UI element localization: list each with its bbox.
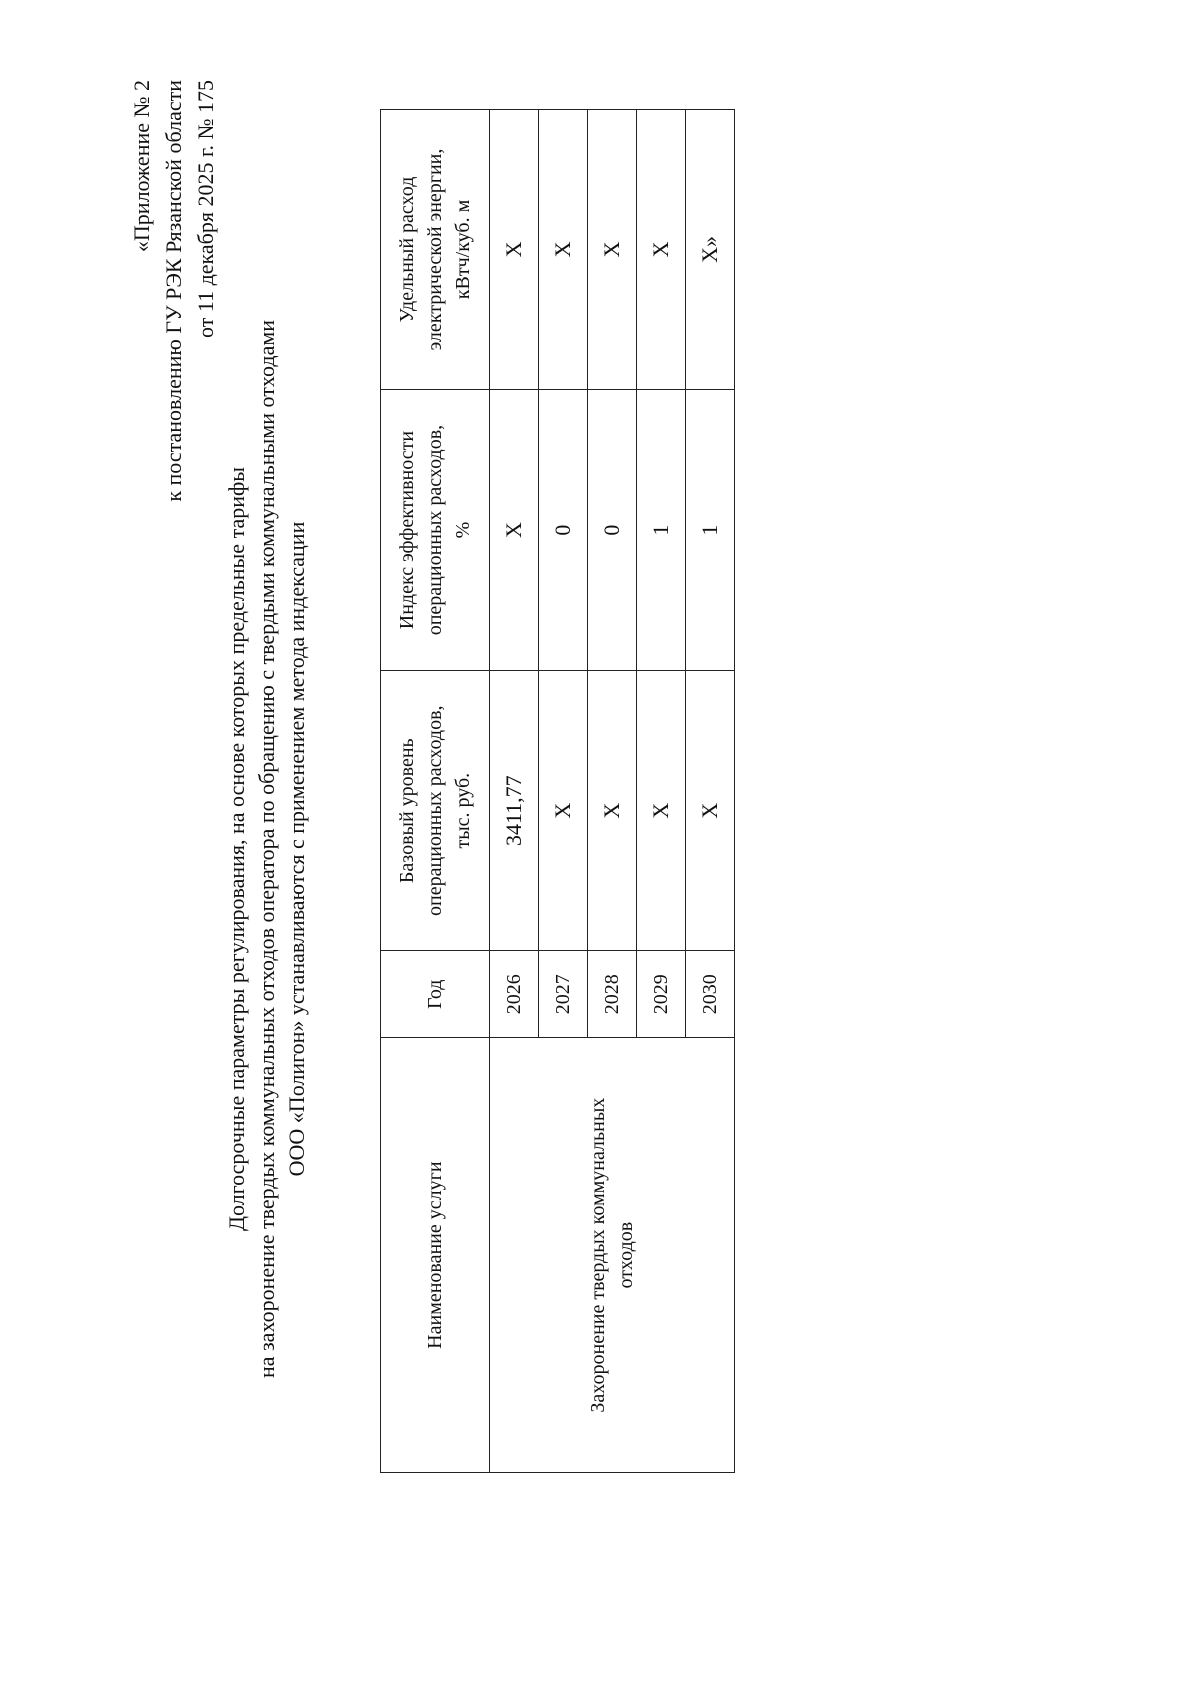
header-specific-line-2: электрической энергии, (424, 148, 446, 351)
year-cell: 2026 (490, 951, 539, 1038)
service-name-line-1: Захоронение твердых коммунальных (587, 1097, 609, 1413)
appendix-reference (126, 80, 222, 502)
base-level-cell: X (637, 671, 686, 951)
parameters-table (380, 109, 735, 1473)
efficiency-index-cell: X (490, 389, 539, 670)
heading-line-1: Долгосрочные параметры регулирования, на основе которых предельные тарифы (224, 466, 249, 1232)
table-row (490, 110, 539, 1473)
year-cell: 2030 (686, 951, 735, 1038)
service-name-line-2: отходов (615, 1221, 637, 1289)
base-level-cell: X (686, 671, 735, 951)
table-header-row (381, 110, 490, 1473)
year-cell: 2028 (588, 951, 637, 1038)
header-base-level (381, 671, 490, 951)
base-level-cell: X (539, 671, 588, 951)
specific-consumption-cell: X (539, 110, 588, 390)
efficiency-index-cell: 0 (588, 389, 637, 670)
header-index-line-2: операционных расходов, (424, 424, 446, 636)
year-cell: 2029 (637, 951, 686, 1038)
header-base-line-1: Базовый уровень (396, 738, 418, 884)
header-index-line-3: % (452, 521, 474, 539)
document-heading (222, 0, 312, 1698)
specific-consumption-cell: X» (686, 110, 735, 390)
service-name-cell (490, 1038, 735, 1473)
specific-consumption-cell: X (490, 110, 539, 390)
appendix-line-2: к постановлению ГУ РЭК Рязанской области (161, 80, 186, 502)
header-base-line-3: тыс. руб. (452, 772, 474, 849)
specific-consumption-cell: X (588, 110, 637, 390)
base-level-cell: X (588, 671, 637, 951)
header-specific-line-3: кВтч/куб. м (452, 199, 474, 300)
header-index-line-1: Индекс эффективности (396, 430, 418, 630)
year-cell: 2027 (539, 951, 588, 1038)
header-service-name: Наименование услуги (381, 1038, 490, 1473)
specific-consumption-cell: X (637, 110, 686, 390)
efficiency-index-cell: 1 (637, 389, 686, 670)
header-specific-line-1: Удельный расход (396, 176, 418, 323)
appendix-line-3: от 11 декабря 2025 г. № 175 (193, 80, 218, 338)
header-base-line-2: операционных расходов, (424, 705, 446, 916)
heading-line-2: на захоронение твердых коммунальных отходов оператора по обращению с твердыми коммунальными отходами (254, 319, 279, 1379)
header-efficiency-index (381, 389, 490, 670)
header-year: Год (381, 951, 490, 1038)
base-level-cell: 3411,77 (490, 671, 539, 951)
efficiency-index-cell: 1 (686, 389, 735, 670)
efficiency-index-cell: 0 (539, 389, 588, 670)
heading-line-3: ООО «Полигон» устанавливаются с применением метода индексации (284, 521, 309, 1177)
appendix-line-1: «Приложение № 2 (129, 80, 154, 253)
header-specific-consumption (381, 110, 490, 390)
